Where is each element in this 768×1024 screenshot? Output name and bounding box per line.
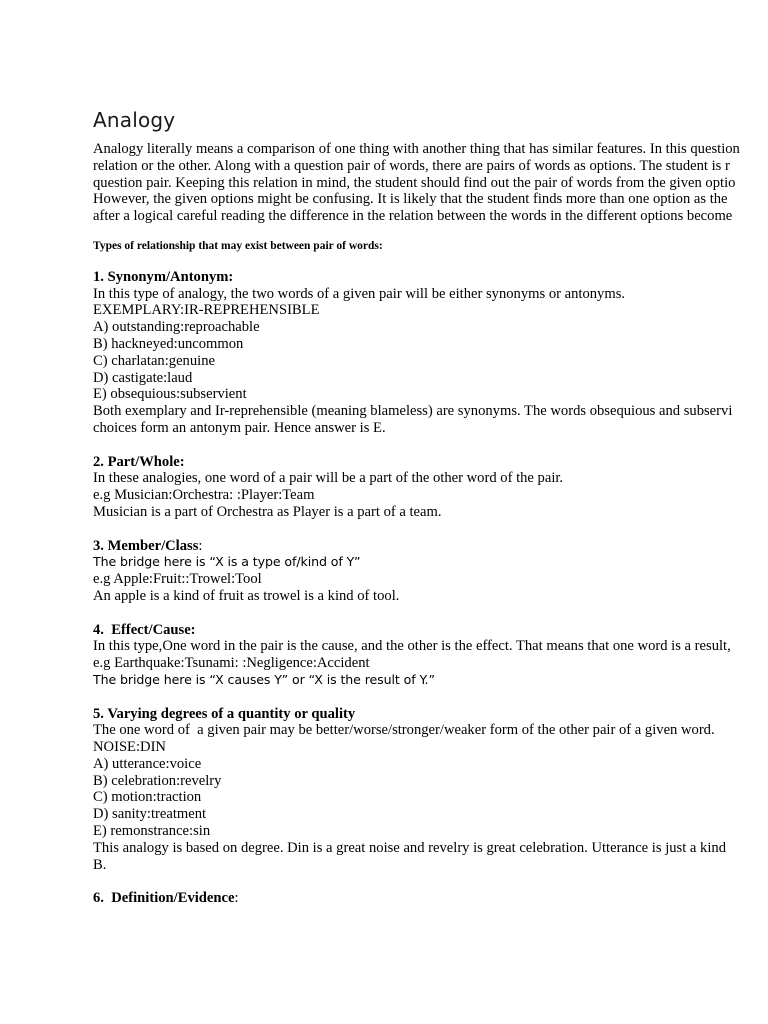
option-c: C) motion:traction — [93, 789, 202, 806]
example-line: e.g Apple:Fruit::Trowel:Tool — [93, 571, 262, 588]
section-line: In these analogies, one word of a pair will be a part of the other word of the pair. — [93, 470, 564, 487]
intro-line: However, the given options might be confusing. It is likely that the student finds more than one option as the — [93, 191, 728, 208]
spacer — [93, 873, 768, 890]
intro-line: Analogy literally means a comparison of one thing with another thing that has similar features. In this question — [93, 141, 740, 157]
page-title: Analogy — [93, 108, 176, 132]
option-e: E) remonstrance:sin — [93, 823, 211, 840]
explanation-line: choices form an antonym pair. Hence answer is E. — [93, 419, 386, 436]
explanation-line: Both exemplary and Ir-reprehensible (meaning blameless) are synonyms. The words obsequious and subservi — [93, 403, 733, 420]
section-synonym-antonym — [93, 269, 768, 437]
option-d: D) sanity:treatment — [93, 806, 207, 823]
bridge-line: The bridge here is “X is a type of/kind of Y” — [93, 554, 361, 570]
explanation-line: B. — [93, 856, 107, 873]
document-body — [93, 141, 768, 907]
section-heading: 5. Varying degrees of a quantity or quality — [93, 705, 356, 722]
explanation-line: Musician is a part of Orchestra as Player is a part of a team. — [93, 503, 442, 520]
section-heading-colon: : — [198, 537, 203, 554]
option-b: B) hackneyed:uncommon — [93, 335, 244, 352]
option-a: A) outstanding:reproachable — [93, 319, 260, 336]
option-c: C) charlatan:genuine — [93, 352, 215, 369]
option-b: B) celebration:revelry — [93, 772, 222, 789]
section-heading: 1. Synonym/Antonym: — [93, 268, 234, 285]
example-line: e.g Earthquake:Tsunami: :Negligence:Accident — [93, 655, 370, 672]
section-part-whole — [93, 454, 768, 521]
section-heading — [93, 890, 768, 907]
section-heading — [93, 538, 768, 555]
option-a: A) utterance:voice — [93, 755, 202, 772]
spacer — [93, 689, 768, 706]
section-line: The one word of a given pair may be better/worse/stronger/weaker form of the other pair of a given word. — [93, 722, 715, 739]
question-pair: EXEMPLARY:IR-REPREHENSIBLE — [93, 302, 320, 319]
section-definition-evidence — [93, 890, 768, 907]
section-heading-text: 3. Member/Class — [93, 537, 199, 554]
spacer — [93, 521, 768, 538]
section-effect-cause — [93, 622, 768, 689]
spacer — [93, 605, 768, 622]
option-e: E) obsequious:subservient — [93, 386, 247, 403]
section-member-class — [93, 538, 768, 605]
section-varying-degrees — [93, 706, 768, 874]
section-line: In this type of analogy, the two words of a given pair will be either synonyms or antonyms. — [93, 285, 626, 302]
example-line: e.g Musician:Orchestra: :Player:Team — [93, 487, 315, 504]
explanation-line: This analogy is based on degree. Din is a great noise and revelry is great celebration. Utterance is just a kind — [93, 839, 726, 856]
bridge-line: The bridge here is “X causes Y” or “X is the result of Y.” — [93, 671, 435, 687]
section-heading: 4. Effect/Cause: — [93, 621, 196, 638]
section-heading: 2. Part/Whole: — [93, 453, 185, 470]
intro-paragraph — [93, 141, 768, 225]
intro-line: relation or the other. Along with a question pair of words, there are pairs of words as options. The student is r — [93, 157, 730, 174]
question-pair: NOISE:DIN — [93, 739, 166, 756]
option-d: D) castigate:laud — [93, 369, 193, 386]
intro-line: question pair. Keeping this relation in mind, the student should find out the pair of words from the given optio — [93, 174, 736, 191]
intro-line: after a logical careful reading the difference in the relation between the words in the different options become — [93, 208, 733, 225]
explanation-line: An apple is a kind of fruit as trowel is a kind of tool. — [93, 587, 400, 604]
types-heading: Types of relationship that may exist between pair of words: — [93, 239, 383, 252]
section-heading-colon: : — [234, 890, 239, 907]
section-line: In this type,One word in the pair is the cause, and the other is the effect. That means that one word is a result, — [93, 638, 731, 655]
spacer — [93, 437, 768, 454]
section-heading-text: 6. Definition/Evidence — [93, 890, 235, 907]
